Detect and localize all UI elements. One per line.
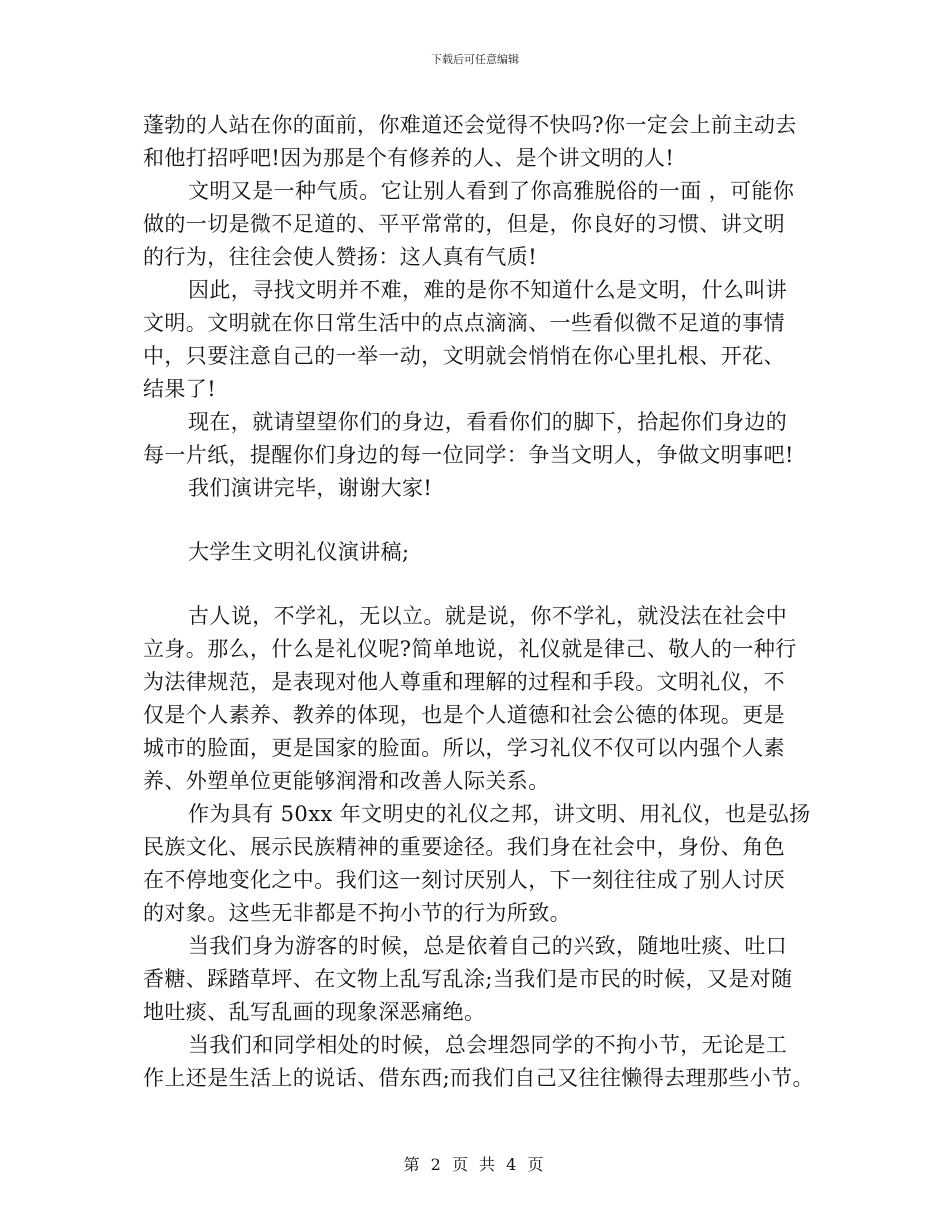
- paragraph-first-line: 当我们和同学相处的时候，总会埋怨同学的不拘小节，无论是工: [188, 1033, 788, 1057]
- body-line: 的行为，往往会使人赞扬：这人真有气质!: [143, 245, 538, 269]
- body-line: 地吐痰、乱写乱画的现象深恶痛绝。: [143, 1000, 486, 1024]
- paragraph-first-line: 因此，寻找文明并不难，难的是你不知道什么是文明，什么叫讲: [188, 278, 788, 302]
- body-line: 结果了!: [143, 377, 217, 401]
- paragraph-first-line: 文明又是一种气质。它让别人看到了你高雅脱俗的一面 ，可能你: [188, 179, 795, 203]
- body-line: 每一片纸，提醒你们身边的每一位同学：争当文明人，争做文明事吧!: [143, 443, 794, 467]
- body-line: 文明。文明就在你日常生活中的点点滴滴、一些看似微不足道的事情: [143, 311, 785, 335]
- body-line: 为法律规范，是表现对他人尊重和理解的过程和手段。文明礼仪，不: [143, 670, 785, 694]
- paragraph-first-line: 现在，就请望望你们的身边，看看你们的脚下，拾起你们身边的: [188, 410, 788, 434]
- body-line: 蓬勃的人站在你的面前，你难道还会觉得不快吗?你一定会上前主动去: [143, 113, 797, 137]
- body-line: 的对象。这些无非都是不拘小节的行为所致。: [143, 901, 571, 925]
- body-line: 城市的脸面，更是国家的脸面。所以，学习礼仪不仅可以内强个人素: [143, 736, 785, 760]
- paragraph-first-line: 古人说，不学礼，无以立。就是说，你不学礼，就没法在社会中: [188, 604, 788, 628]
- page-number: 第 2 页 共 4 页: [403, 1155, 547, 1174]
- body-line: 立身。那么，什么是礼仪呢?简单地说，礼仪就是律己、敬人的一种行: [143, 637, 797, 661]
- body-line: 养、外塑单位更能够润滑和改善人际关系。: [143, 769, 550, 793]
- section-title: 大学生文明礼仪演讲稿;: [188, 540, 410, 564]
- body-line: 民族文化、展示民族精神的重要途径。我们身在社会中，身份、角色: [143, 835, 785, 859]
- body-line: 中，只要注意自己的一举一动，文明就会悄悄在你心里扎根、开花、: [143, 344, 785, 368]
- paragraph-first-line: 当我们身为游客的时候，总是依着自己的兴致，随地吐痰、吐口: [188, 934, 788, 958]
- body-line: 香糖、踩踏草坪、在文物上乱写乱涂;当我们是市民的时候，又是对随: [143, 967, 793, 991]
- body-line: 做的一切是微不足道的、平平常常的，但是，你良好的习惯、讲文明: [143, 212, 785, 236]
- body-line: 作上还是生活上的说话、借东西;而我们自己又往往懒得去理那些小节。: [143, 1066, 814, 1090]
- paragraph-first-line: 我们演讲完毕，谢谢大家!: [188, 476, 433, 500]
- body-line: 仅是个人素养、教养的体现，也是个人道德和社会公德的体现。更是: [143, 703, 785, 727]
- body-line: 在不停地变化之中。我们这一刻讨厌别人，下一刻往往成了别人讨厌: [143, 868, 785, 892]
- body-line: 和他打招呼吧!因为那是个有修养的人、是个讲文明的人!: [143, 146, 675, 170]
- page-header: 下载后可任意编辑: [431, 53, 519, 66]
- paragraph-first-line: 作为具有 50xx 年文明史的礼仪之邦，讲文明、用礼仪，也是弘扬: [188, 802, 811, 826]
